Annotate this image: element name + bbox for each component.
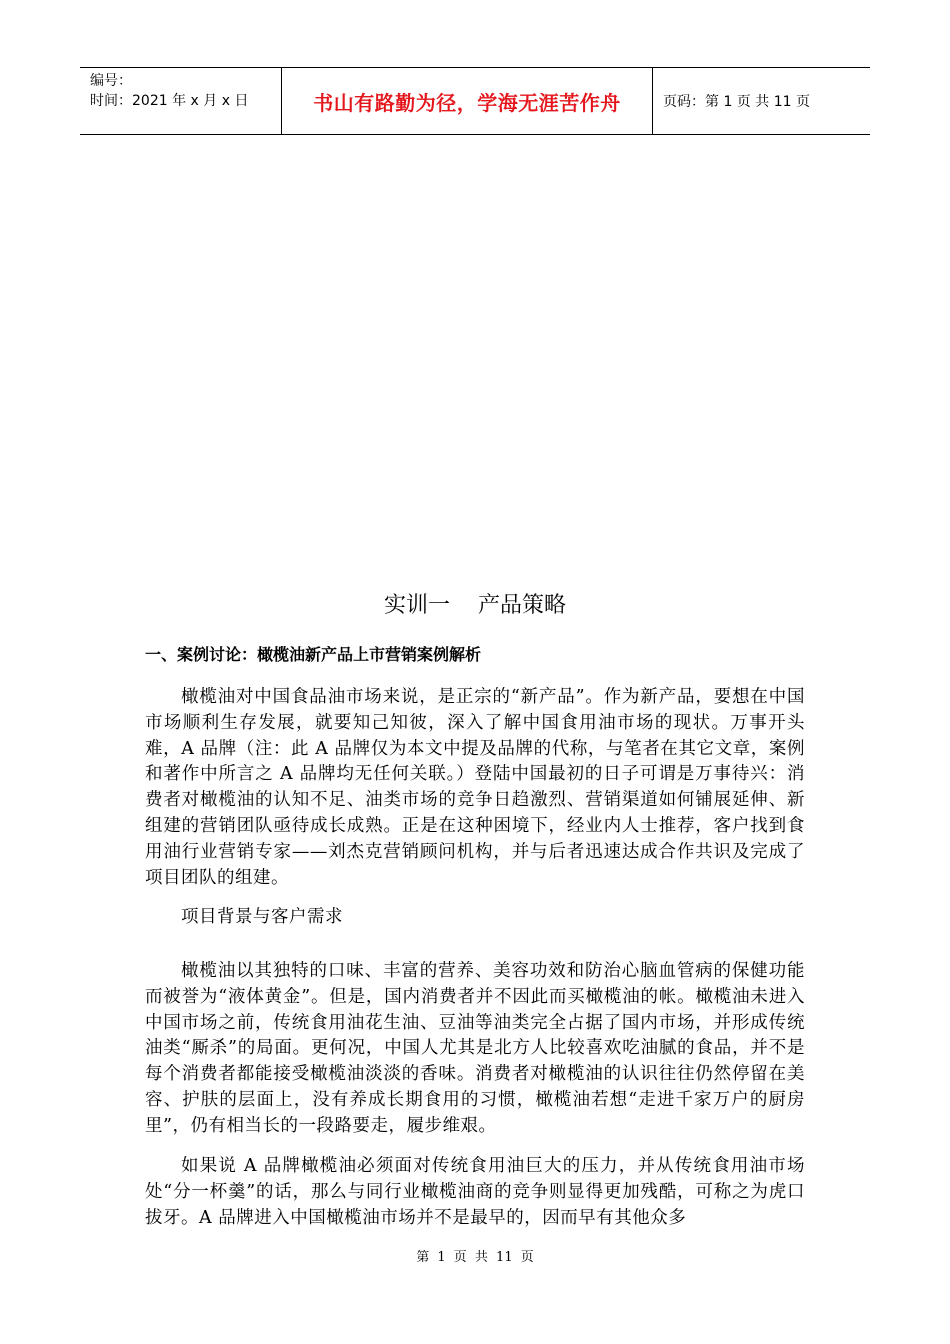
paragraph-background: 橄榄油以其独特的口味、丰富的营养、美容功效和防治心脑血管病的保健功能而被誉为“液体黄金”。但是，国内消费者并不因此而买橄榄油的帐。橄榄油未进入中国市场之前，传统食用油花生油、豆油等油类完全占据了国内市场，并形成传统油类“厮杀”的局面。更何况，中国人尤其是北方人比较喜欢吃油腻的食品，并不是每个消费者都能接受橄榄油淡淡的香味。消费者对橄榄油的认识往往仍然停留在美容、护肤的层面上，没有养成长期食用的习惯，橄榄油若想“走进千家万户的厨房里”，仍有相当长的一段路要走，履步维艰。 (145, 961, 805, 1136)
header-page-info: 页码：第 1 页 共 11 页 (663, 94, 810, 110)
paragraph-subheading: 项目背景与客户需求 (181, 907, 343, 927)
document-title: 实训一 产品策略 (384, 593, 566, 618)
section-heading: 一、案例讨论：橄榄油新产品上市营销案例解析 (145, 645, 482, 664)
header-motto: 书山有路勤为径，学海无涯苦作舟 (281, 68, 653, 134)
page-footer: 第 1 页 共 11 页 (416, 1250, 534, 1265)
document-date-label: 时间：2021 年 x 月 x 日 (90, 93, 249, 109)
document-header (80, 67, 870, 135)
document-number-label: 编号： (90, 73, 132, 89)
paragraph-competition: 如果说 A 品牌橄榄油必须面对传统食用油巨大的压力，并从传统食用油市场处“分一杯羹”的话，那么与同行业橄榄油商的竞争则显得更加残酷，可称之为虎口拔牙。A 品牌进入中国橄榄油市场并不是最早的，因而早有其他众多 (145, 1156, 805, 1228)
paragraph-intro: 橄榄油对中国食品油市场来说，是正宗的“新产品”。作为新产品，要想在中国市场顺利生存发展，就要知己知彼，深入了解中国食用油市场的现状。万事开头难，A 品牌（注：此 A 品牌仅为本文中提及品牌的代称，与笔者在其它文章，案例和著作中所言之 A 品牌均无任何关联。）登陆中国最初的日子可谓是万事待兴：消费者对橄榄油的认知不足、油类市场的竞争日趋激烈、营销渠道如何铺展延伸、新组建的营销团队亟待成长成熟。正是在这种困境下，经业内人士推荐，客户找到食用油行业营销专家——刘杰克营销顾问机构，并与后者迅速达成合作共识及完成了项目团队的组建。 (145, 687, 805, 888)
header-meta-cell (80, 68, 281, 134)
